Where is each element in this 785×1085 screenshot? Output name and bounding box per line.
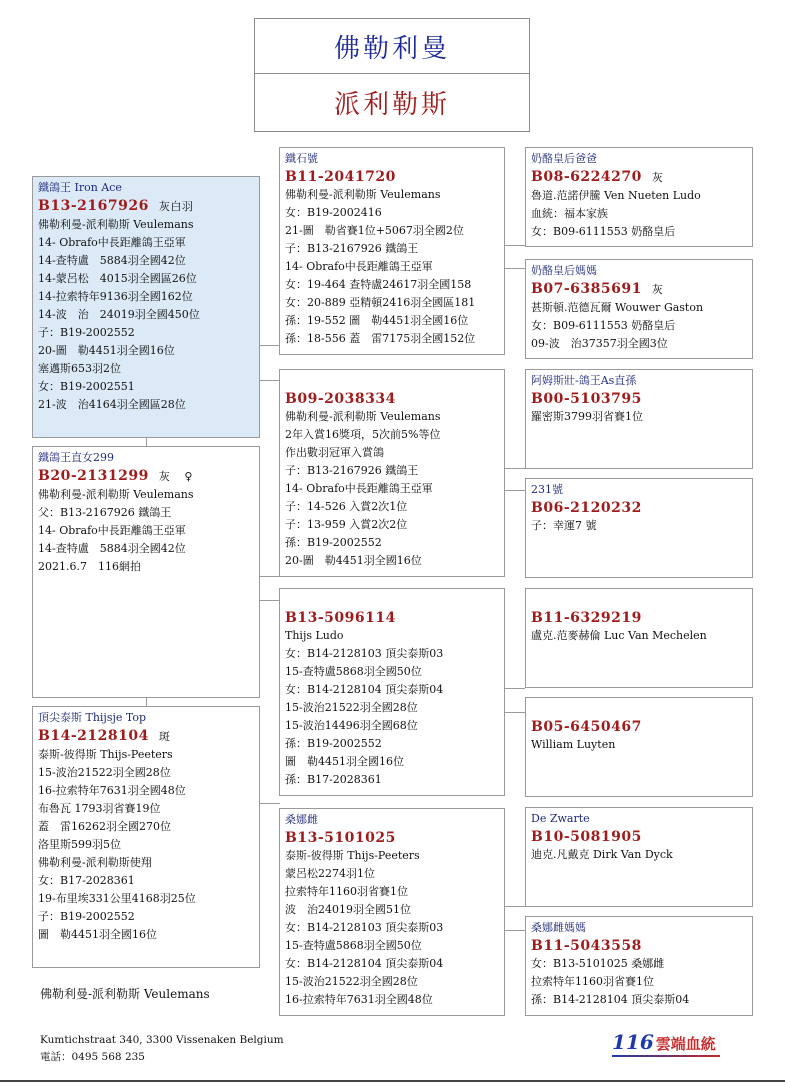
detail-line: 20-圖 勒4451羽全國16位	[285, 554, 422, 567]
detail-line: 佛勒利曼-派利勒斯 Veulemans	[38, 218, 194, 231]
detail-line: 佛勒利曼-派利勒斯使翔	[38, 856, 152, 869]
detail-line: 女：B13-5101025 桑娜雌	[531, 957, 665, 970]
detail-line: 09-波 治37357羽全國3位	[531, 337, 668, 350]
detail-line: 盧克.范麥赫倫 Luc Van Mechelen	[531, 629, 707, 642]
detail-line: 血統：福本家族	[531, 207, 608, 220]
dam-ring: B20-2131299 灰 ♀	[38, 468, 193, 484]
ancestor-details	[531, 846, 747, 864]
dam-dam-ring: B13-5101025	[285, 830, 396, 846]
subject-details	[38, 216, 254, 414]
detail-line: 佛勒利曼-派利勒斯 Veulemans	[285, 188, 441, 201]
detail-line: 2年入賞16獎項，5次前5%等位	[285, 428, 441, 441]
detail-line: 迪克.凡戴克 Dirk Van Dyck	[531, 848, 673, 861]
detail-line: 孫：19-552 圖 勒4451羽全國16位	[285, 314, 469, 327]
ancestor-details	[531, 299, 747, 353]
detail-line: 15-波治21522羽全國28位	[285, 975, 418, 988]
detail-line: 子：B13-2167926 鐵鴿王	[285, 242, 419, 255]
grandsire-ring: B09-2038334	[285, 391, 396, 407]
bottom-rule	[0, 1080, 785, 1082]
detail-line: 子：13-959 入賞2次2位	[285, 518, 408, 531]
ancestor-card-7[interactable]	[525, 807, 753, 907]
ancestor-card-3[interactable]	[525, 369, 753, 469]
sire-details	[285, 186, 499, 348]
pedigree-subtitle: 派利勒斯	[254, 74, 530, 132]
connector	[505, 906, 525, 907]
detail-line: 女：B09-6111553 奶酪皇后	[531, 225, 676, 238]
detail-line: 15-波治14496羽全國68位	[285, 719, 418, 732]
ancestor-ring: B05-6450467	[531, 719, 642, 735]
detail-line: 14-蒙呂松 4015羽全國區26位	[38, 272, 197, 285]
detail-line: 14-查特盧 5884羽全國42位	[38, 254, 186, 267]
detail-line: 女：19-464 查特盧24617羽全國158	[285, 278, 472, 291]
detail-line: 洛里斯599羽5位	[38, 838, 121, 851]
detail-line: 19-布里埃331公里4168羽25位	[38, 892, 196, 905]
detail-line: 孫：18-556 蓋 雷7175羽全國152位	[285, 332, 476, 345]
detail-line: 14-查特盧 5884羽全國42位	[38, 542, 186, 555]
detail-line: 孫：B19-2002552	[285, 737, 382, 750]
ancestor-name: De Zwarte	[531, 812, 590, 825]
granddam-card[interactable]	[32, 706, 260, 968]
ancestor-ring: B11-6329219	[531, 610, 642, 626]
detail-line: Thijs Ludo	[285, 629, 344, 642]
connector	[505, 490, 525, 491]
detail-line: 子：14-526 入賞2次1位	[285, 500, 408, 513]
detail-line: 女：B09-6111553 奶酪皇后	[531, 319, 676, 332]
ancestor-card-6[interactable]	[525, 697, 753, 797]
brand-logo: 116 雲端血統	[612, 1030, 720, 1057]
sire-name: 鐵石號	[285, 152, 318, 165]
detail-line: 16-拉索特年7631羽全國48位	[285, 993, 433, 1006]
detail-line: 女：B14-2128103 頂尖泰斯03	[285, 647, 444, 660]
ancestor-card-2[interactable]	[525, 259, 753, 359]
connector	[505, 268, 525, 269]
detail-line: 泰斯-彼得斯 Thijs-Peeters	[38, 748, 173, 761]
detail-line: 蓋 雷16262羽全國270位	[38, 820, 171, 833]
detail-line: 拉索特年1160羽省賽1位	[531, 975, 654, 988]
ancestor-ring: B11-5043558	[531, 938, 642, 954]
granddam-color: 斑	[158, 730, 171, 743]
subject-card[interactable]	[32, 176, 260, 438]
detail-line: 泰斯-彼得斯 Thijs-Peeters	[285, 849, 420, 862]
detail-line: 女：B17-2028361	[38, 874, 135, 887]
pedigree-title: 佛勒利曼	[254, 18, 530, 74]
connector	[260, 803, 280, 804]
ancestor-name: 桑娜雌媽媽	[531, 921, 586, 934]
detail-line: 16-拉索特年7631羽全國48位	[38, 784, 186, 797]
ancestor-ring: B06-2120232	[531, 500, 642, 516]
ancestor-details	[531, 408, 747, 426]
ancestor-name: 奶酪皇后爸爸	[531, 152, 597, 165]
detail-line: 波 治24019羽全國51位	[285, 903, 411, 916]
detail-line: 佛勒利曼-派利勒斯 Veulemans	[285, 410, 441, 423]
female-symbol: ♀	[184, 470, 193, 483]
detail-line: 羅密斯3799羽省賽1位	[531, 410, 643, 423]
ancestor-card-1[interactable]	[525, 147, 753, 247]
ancestor-ring: B00-5103795	[531, 391, 642, 407]
ancestor-ring: B07-6385691 灰	[531, 281, 664, 297]
connector	[260, 576, 280, 577]
detail-line: 魯道.范諾伊騰 Ven Nueten Ludo	[531, 189, 701, 202]
connector	[260, 600, 280, 601]
detail-line: 2021.6.7 116網拍	[38, 560, 141, 573]
detail-line: 14- Obrafo中長距離鴿王亞軍	[38, 524, 186, 537]
connector	[505, 688, 525, 689]
ancestor-ring: B10-5081905	[531, 829, 642, 845]
detail-line: 15-波治21522羽全國28位	[38, 766, 171, 779]
detail-line: 蒙呂松2274羽1位	[285, 867, 375, 880]
detail-line: 子：幸運7 號	[531, 519, 597, 532]
detail-line: 佛勒利曼-派利勒斯 Veulemans	[38, 488, 194, 501]
detail-line: 孫：B19-2002552	[285, 536, 382, 549]
detail-line: 子：B19-2002552	[38, 326, 135, 339]
sire-card[interactable]	[279, 147, 505, 355]
subject-ring: B13-2167926 灰白羽	[38, 198, 194, 214]
detail-line: 父：B13-2167926 鐵鴿王	[38, 506, 172, 519]
connector	[505, 712, 525, 713]
dam-color: 灰	[158, 470, 171, 483]
connector	[505, 245, 525, 246]
detail-line: 孫：B17-2028361	[285, 773, 382, 786]
detail-line: 14- Obrafo中長距離鴿王亞軍	[285, 260, 433, 273]
detail-line: 塞邁斯653羽2位	[38, 362, 121, 375]
ancestor-card-5[interactable]	[525, 588, 753, 688]
ancestor-details	[531, 736, 747, 754]
detail-line: 14-波 治 24019羽全國450位	[38, 308, 200, 321]
granddam-details	[38, 746, 254, 944]
detail-line: 圖 勒4451羽全國16位	[285, 755, 404, 768]
detail-line: 14-拉索特年9136羽全國162位	[38, 290, 193, 303]
ancestor-details	[531, 187, 747, 241]
sire-ring: B11-2041720	[285, 169, 396, 185]
detail-line: 子：B19-2002552	[38, 910, 135, 923]
ancestor-name: 奶酪皇后媽媽	[531, 264, 597, 277]
dam-sire-card[interactable]	[279, 588, 505, 796]
connector	[505, 468, 525, 469]
granddam-name: 頂尖泰斯 Thijsje Top	[38, 711, 147, 724]
detail-line: William Luyten	[531, 738, 616, 751]
detail-line: 布魯瓦 1793羽省賽19位	[38, 802, 161, 815]
dam-sire-ring: B13-5096114	[285, 610, 396, 626]
detail-line: 15-查特盧5868羽全國50位	[285, 665, 422, 678]
ancestor-card-4[interactable]	[525, 478, 753, 578]
dam-dam-details	[285, 847, 499, 1009]
dam-dam-card[interactable]	[279, 808, 505, 1016]
detail-line: 女：B14-2128104 頂尖泰斯04	[285, 957, 444, 970]
detail-line: 圖 勒4451羽全國16位	[38, 928, 157, 941]
owner-address: Kumtichstraat 340, 3300 Vissenaken Belgium	[40, 1034, 284, 1046]
grandsire-details	[285, 408, 499, 570]
detail-line: 孫：B14-2128104 頂尖泰斯04	[531, 993, 690, 1006]
ancestor-name: 阿姆斯壯-鴿王As直孫	[531, 374, 637, 387]
dam-name: 鐵鴿王直女299	[38, 451, 114, 464]
connector	[260, 345, 280, 346]
ancestor-card-8[interactable]	[525, 916, 753, 1016]
ancestor-details	[531, 955, 747, 1009]
ancestor-details	[531, 627, 747, 645]
owner-phone: 電話：0495 568 235	[40, 1051, 145, 1063]
ancestor-name: 231號	[531, 483, 563, 496]
detail-line: 14- Obrafo中長距離鴿王亞軍	[38, 236, 186, 249]
detail-line: 15-查特盧5868羽全國50位	[285, 939, 422, 952]
detail-line: 女：B19-2002551	[38, 380, 135, 393]
dam-card[interactable]	[32, 446, 260, 698]
detail-line: 子：B13-2167926 鐵鴿王	[285, 464, 419, 477]
ancestor-details	[531, 517, 747, 535]
detail-line: 女：B14-2128103 頂尖泰斯03	[285, 921, 444, 934]
connector	[505, 930, 525, 931]
subject-color: 灰白羽	[158, 200, 194, 213]
detail-line: 甚斯頓.范德瓦爾 Wouwer Gaston	[531, 301, 704, 314]
detail-line: 14- Obrafo中長距離鴿王亞軍	[285, 482, 433, 495]
ancestor-ring: B08-6224270 灰	[531, 169, 664, 185]
detail-line: 15-波治21522羽全國28位	[285, 701, 418, 714]
detail-line: 21-圖 勒省賽1位+5067羽全國2位	[285, 224, 464, 237]
detail-line: 20-圖 勒4451羽全國16位	[38, 344, 175, 357]
dam-details	[38, 486, 254, 576]
dam-dam-name: 桑娜雌	[285, 813, 318, 826]
connector	[260, 380, 280, 381]
detail-line: 21-波 治4164羽全國區28位	[38, 398, 186, 411]
detail-line: 女：B14-2128104 頂尖泰斯04	[285, 683, 444, 696]
detail-line: 拉索特年1160羽省賽1位	[285, 885, 408, 898]
dam-sire-details	[285, 627, 499, 789]
owner-name: 佛勒利曼-派利勒斯 Veulemans	[40, 987, 210, 1001]
grandsire-card[interactable]	[279, 369, 505, 577]
detail-line: 女：20-889 亞精頓2416羽全國區181	[285, 296, 476, 309]
detail-line: 作出數羽冠軍入賞鴿	[285, 446, 384, 459]
subject-name: 鐵鴿王 Iron Ace	[38, 181, 122, 194]
detail-line: 女：B19-2002416	[285, 206, 382, 219]
granddam-ring: B14-2128104 斑	[38, 728, 171, 744]
